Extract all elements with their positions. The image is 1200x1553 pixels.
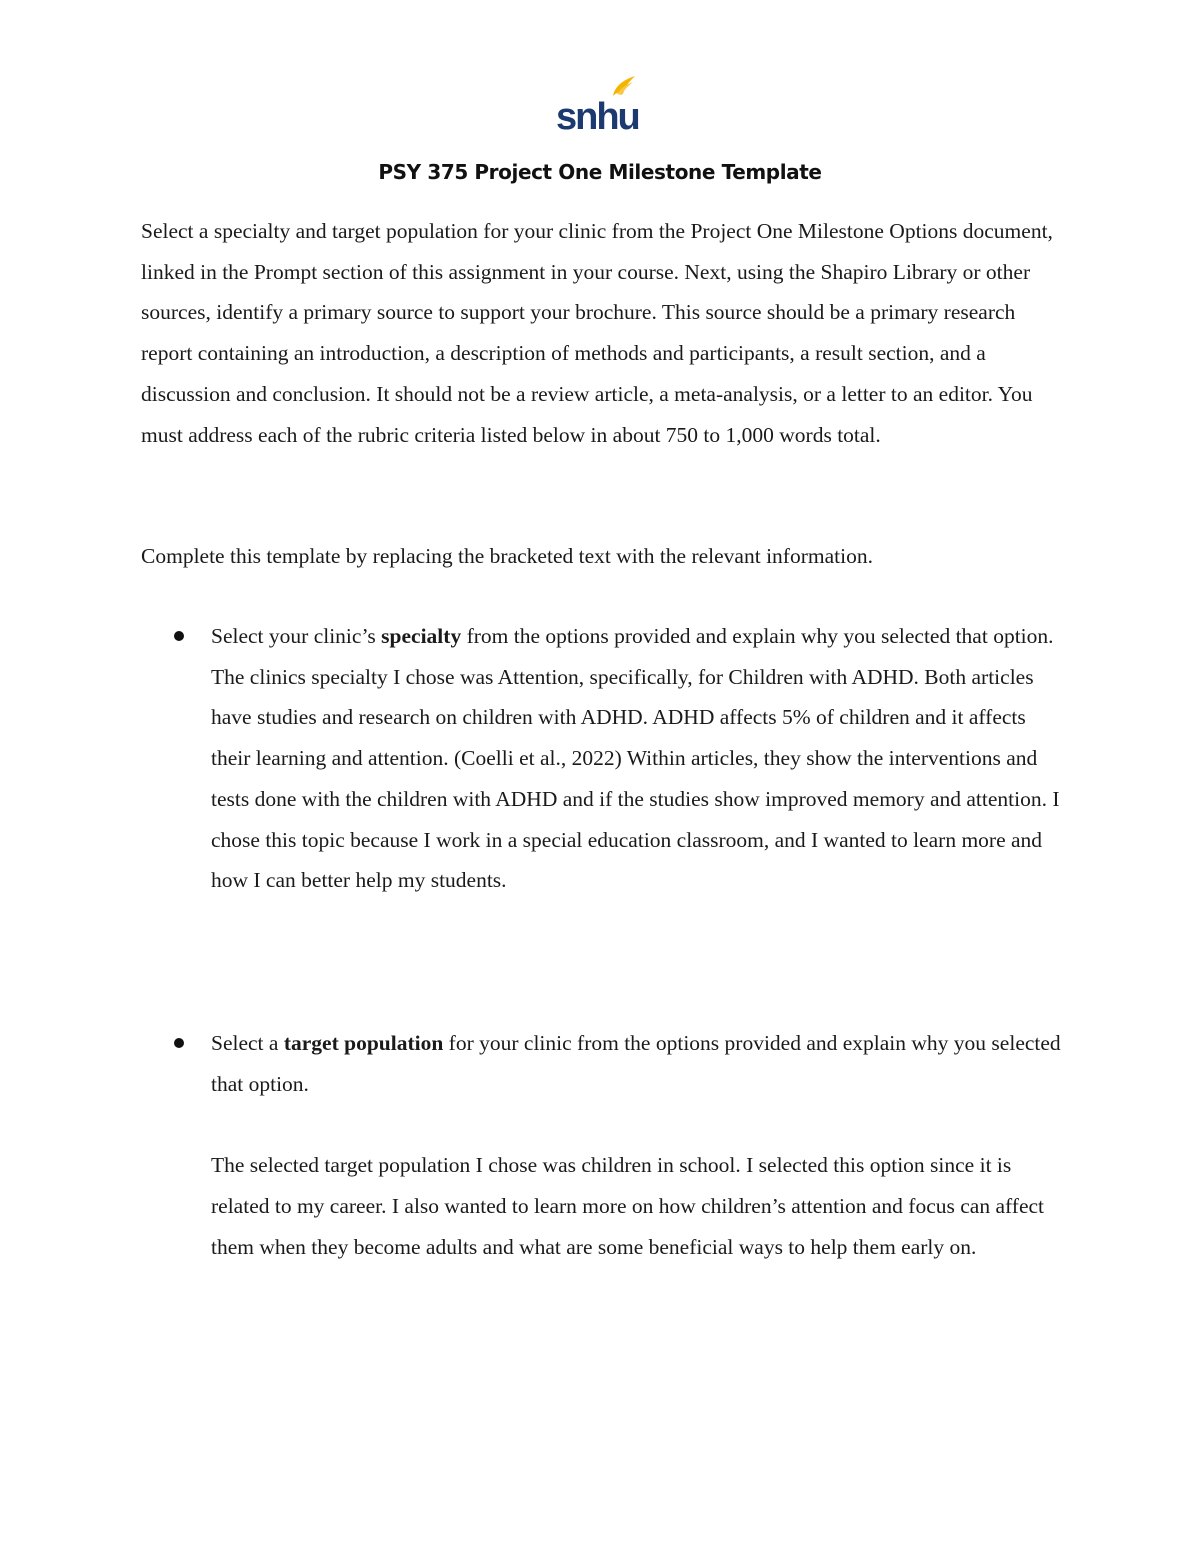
bullet-answer: The selected target population I chose was children in school. I selected this option since it is related to my career. I also wanted to learn more on how children’s attention and focus can affect them when they become adults and what are some beneficial ways to help them early on. xyxy=(211,1153,1044,1259)
svg-text:snhu: snhu xyxy=(556,96,639,134)
bullet-content xyxy=(211,616,1061,901)
bullet-content xyxy=(211,1023,1061,1267)
bullet-prompt: Select a target population for your clinic from the options provided and explain why you selected that option. xyxy=(211,1031,1061,1096)
paragraph-gap xyxy=(211,1104,1061,1145)
snhu-logo xyxy=(555,74,639,134)
bullet-prompt: Select your clinic’s specialty from the options provided and explain why you selected that option. xyxy=(211,624,1054,648)
bullet-dot-icon xyxy=(174,1038,184,1048)
snhu-logo-graphic xyxy=(555,74,639,134)
bullet-dot-icon xyxy=(174,631,184,641)
intro-paragraph: Select a specialty and target population for your clinic from the Project One Milestone Options document, linked in the Prompt section of this assignment in your course. Next, using the Shapiro Library or other sources, identify a primary source to support your brochure. This source should be a primary research report containing an introduction, a description of methods and participants, a result section, and a discussion and conclusion. It should not be a review article, a meta-analysis, or a letter to an editor. You must address each of the rubric criteria listed below in about 750 to 1,000 words total. xyxy=(141,219,1053,447)
bold-keyword: specialty xyxy=(381,624,462,648)
document-title: PSY 375 Project One Milestone Template xyxy=(378,160,822,184)
instruction-paragraph: Complete this template by replacing the bracketed text with the relevant information. xyxy=(141,544,873,568)
bold-keyword: target population xyxy=(283,1031,444,1055)
bullet-answer: The clinics specialty I chose was Attention, specifically, for Children with ADHD. Both articles have studies and research on children with ADHD. ADHD affects 5% of children and it affects their learning and attention. (Coelli et al., 2022) Within articles, they show the interventions and tests done with the children with ADHD and if the studies show improved memory and attention. I chose this topic because I work in a special education classroom, and I wanted to learn more and how I can better help my students. xyxy=(211,664,1060,893)
